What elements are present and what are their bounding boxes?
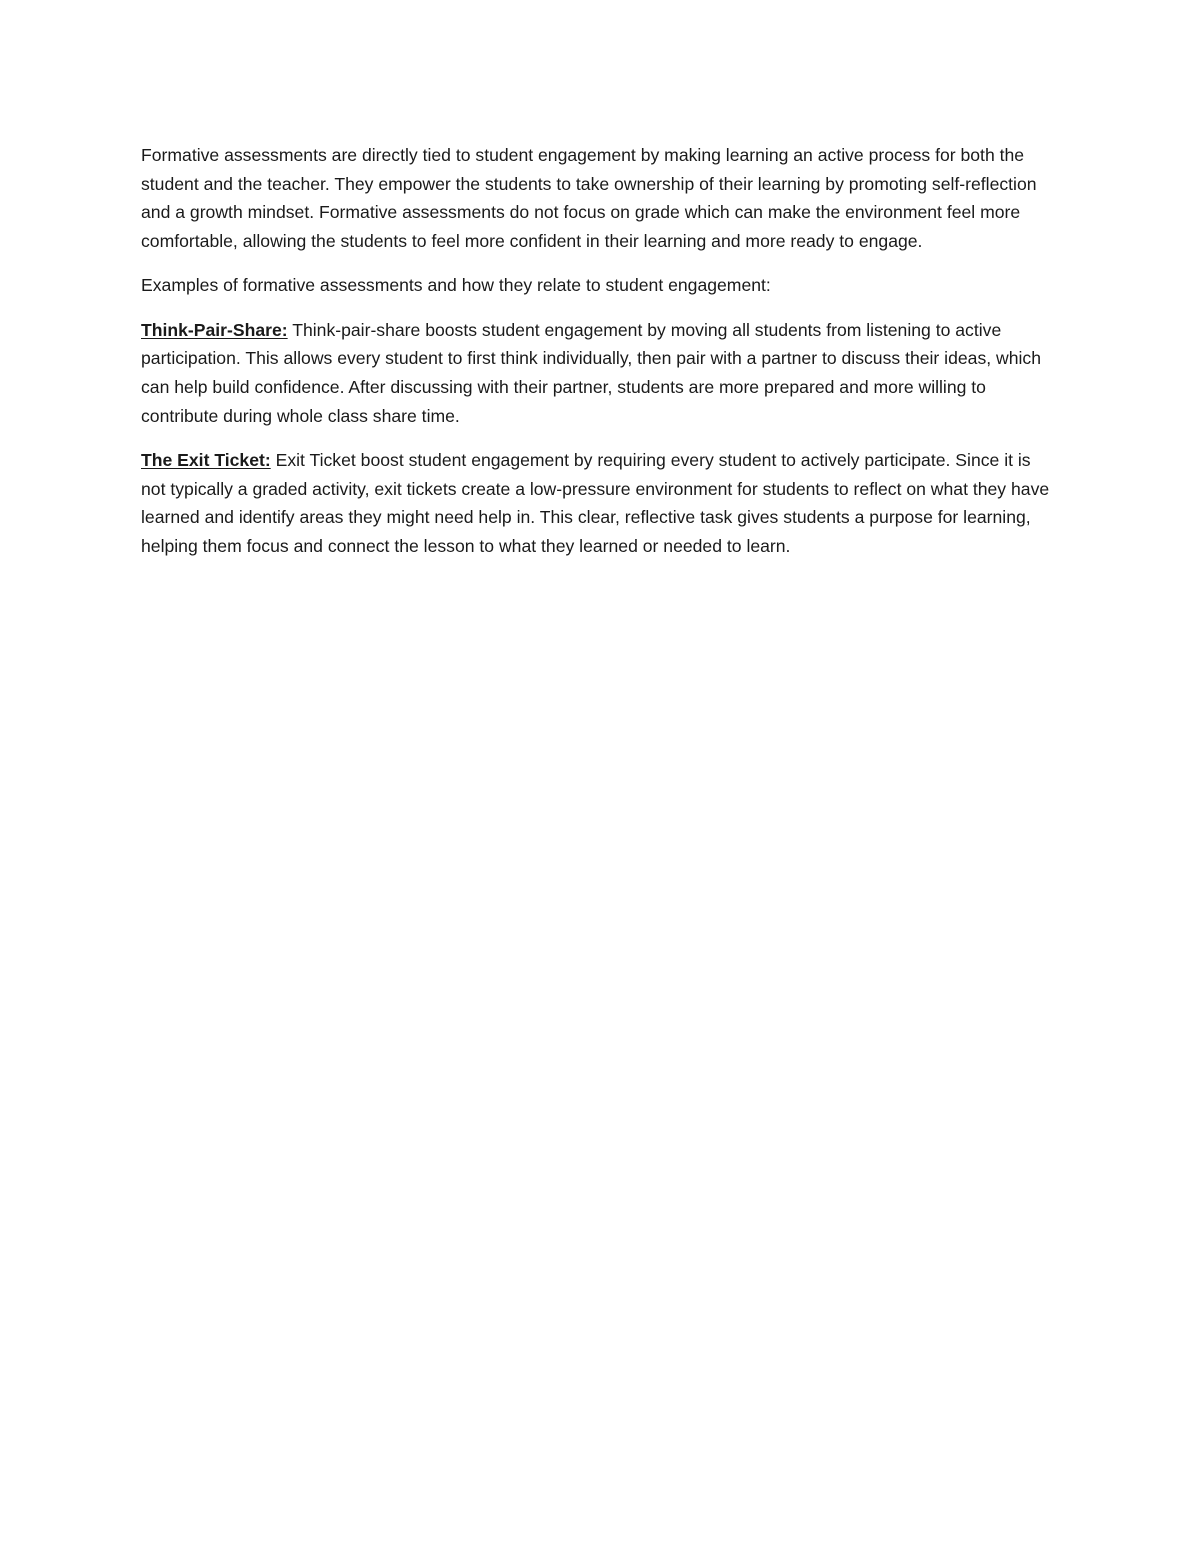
exit-ticket-heading: The Exit Ticket: [141,449,271,470]
exit-ticket-paragraph [141,446,1059,561]
exit-ticket-body: Exit Ticket boost student engagement by requiring every student to actively participate. Since it is not typically a graded activity, exit tickets create a low-pressure environment for students to reflect on what they have learned and identify areas they might need help in. This clear, reflective task gives students a purpose for learning, helping them focus and connect the lesson to what they learned or needed to learn. [141,449,1050,556]
document-body [141,141,1059,576]
examples-intro-paragraph: Examples of formative assessments and how they relate to student engagement: [141,275,771,296]
intro-paragraph: Formative assessments are directly tied to student engagement by making learning an active process for both the student and the teacher. They empower the students to take ownership of their learning by promoting self-reflection and a growth mindset. Formative assessments do not focus on grade which can make the environment feel more comfortable, allowing the students to feel more confident in their learning and more ready to engage. [141,145,1037,252]
think-pair-share-body: Think-pair-share boosts student engagement by moving all students from listening to active participation. This allows every student to first think individually, then pair with a partner to discuss their ideas, which can help build confidence. After discussing with their partner, students are more prepared and more willing to contribute during whole class share time. [141,319,1041,426]
think-pair-share-heading: Think-Pair-Share: [141,319,288,340]
think-pair-share-paragraph [141,316,1059,431]
